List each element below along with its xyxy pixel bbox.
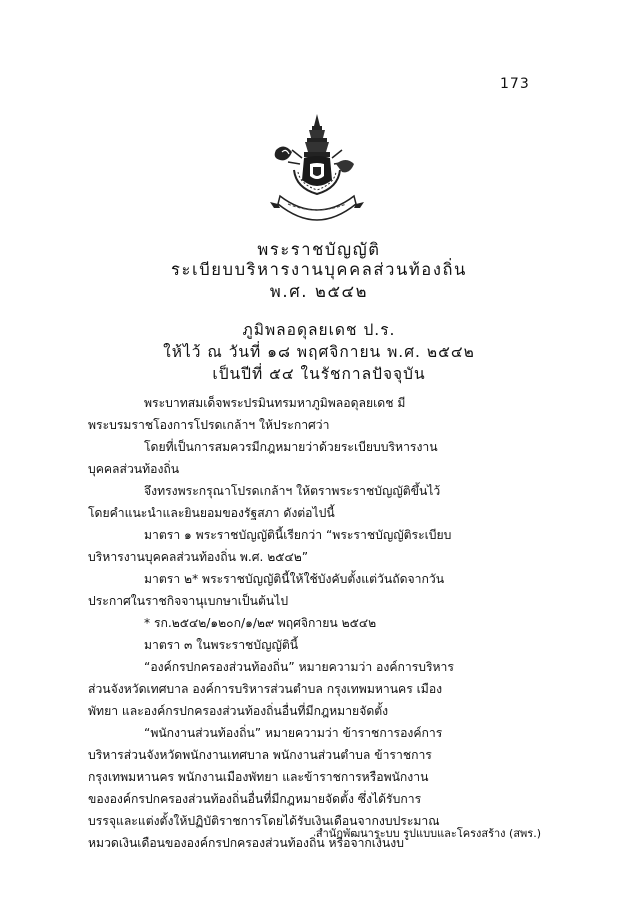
body-line: พระบาทสมเด็จพระปรมินทรมหาภูมิพลอดุลยเดช มี	[144, 396, 406, 410]
act-year: พ.ศ. ๒๕๔๒	[269, 282, 369, 301]
body-line: จึงทรงพระกรุณาโปรดเกล้าฯ ให้ตราพระราชบัญญัติขึ้นไว้	[144, 484, 441, 498]
royal-emblem-icon	[262, 112, 372, 224]
gazette-footnote: * รก.๒๕๔๒/๑๒๐ก/๑/๒๙ พฤศจิกายน ๒๕๔๒	[144, 616, 377, 630]
definition-line: “พนักงานส่วนท้องถิ่น” หมายความว่า ข้าราชการองค์การ	[144, 726, 443, 740]
body-line: ขององค์กรปกครองส่วนท้องถิ่นอื่นที่มีกฎหมายจัดตั้ง ซึ่งได้รับการ	[88, 792, 422, 806]
act-title: พระราชบัญญัติ	[257, 240, 381, 259]
body-line: ส่วนจังหวัดเทศบาล องค์การบริหารส่วนตำบล กรุงเทพมหานคร เมือง	[88, 682, 443, 696]
section-2-line: มาตรา ๒* พระราชบัญญัตินี้ให้ใช้บังคับตั้งแต่วันถัดจากวัน	[144, 572, 445, 586]
body-line: หมวดเงินเดือนขององค์กรปกครองส่วนท้องถิ่น หรือจากเงินงบ	[88, 836, 404, 850]
body-line: กรุงเทพมหานคร พนักงานเมืองพัทยา และข้าราชการหรือพนักงาน	[88, 770, 429, 784]
footer-office: สำนักพัฒนาระบบ รูปแบบและโครงสร้าง (สพร.)	[315, 827, 541, 840]
section-1-line: มาตรา ๑ พระราชบัญญัตินี้เรียกว่า “พระราชบัญญัติระเบียบ	[144, 528, 452, 542]
definition-line: “องค์กรปกครองส่วนท้องถิ่น” หมายความว่า องค์การบริหาร	[144, 660, 454, 674]
body-line: โดยที่เป็นการสมควรมีกฎหมายว่าด้วยระเบียบบริหารงาน	[144, 440, 438, 454]
given-date-line: ให้ไว้ ณ วันที่ ๑๘ พฤศจิกายน พ.ศ. ๒๕๔๒	[163, 343, 475, 361]
royal-signature-line: ภูมิพลอดุลยเดช ป.ร.	[242, 321, 396, 339]
body-line: บรรจุและแต่งตั้งให้ปฏิบัติราชการโดยได้รับเงินเดือนจากงบประมาณ	[88, 814, 440, 828]
page-number: 173	[500, 76, 530, 92]
act-name: ระเบียบบริหารงานบุคคลส่วนท้องถิ่น	[171, 260, 467, 279]
body-line: ประกาศในราชกิจจานุเบกษาเป็นต้นไป	[88, 594, 289, 608]
body-line: พระบรมราชโองการโปรดเกล้าฯ ให้ประกาศว่า	[88, 418, 330, 432]
body-line: พัทยา และองค์กรปกครองส่วนท้องถิ่นอื่นที่มีกฎหมายจัดตั้ง	[88, 704, 389, 718]
reign-year-line: เป็นปีที่ ๕๔ ในรัชกาลปัจจุบัน	[212, 365, 426, 383]
act-body-text	[88, 392, 544, 854]
section-3-line: มาตรา ๓ ในพระราชบัญญัตินี้	[144, 638, 299, 652]
body-line: บุคคลส่วนท้องถิ่น	[88, 462, 180, 476]
body-line: บริหารส่วนจังหวัดพนักงานเทศบาล พนักงานส่วนตำบล ข้าราชการ	[88, 748, 432, 762]
body-line: โดยคำแนะนำและยินยอมของรัฐสภา ดังต่อไปนี้	[88, 506, 335, 520]
body-line: บริหารงานบุคคลส่วนท้องถิ่น พ.ศ. ๒๕๔๒”	[88, 550, 309, 564]
